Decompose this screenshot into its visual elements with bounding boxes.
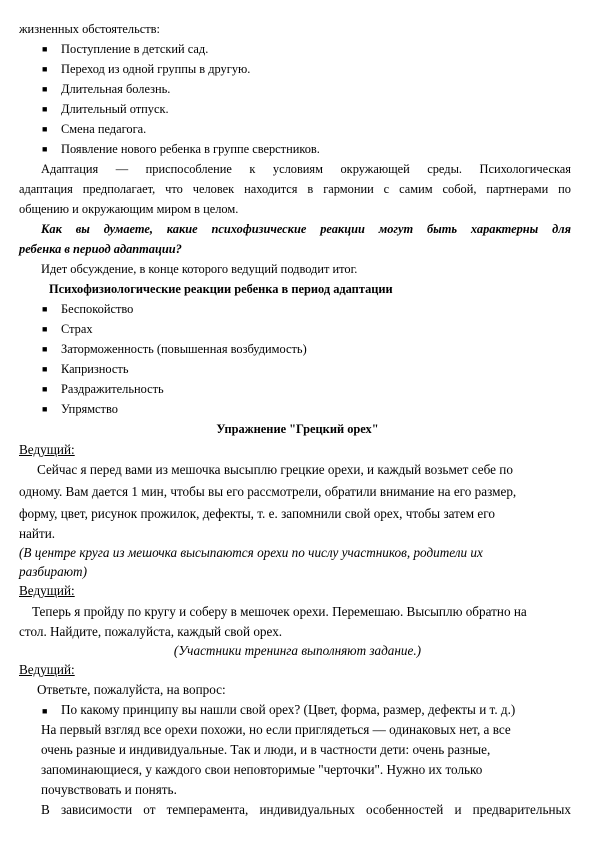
list-item: Длительная болезнь. [61,82,171,96]
stage-note: (В центре круга из мешочка высыпаются орехи по числу участников, родители их [19,545,483,560]
bullet-icon: ■ [42,324,48,334]
list-item: Страх [61,322,93,336]
leader-label: Ведущий: [19,662,75,677]
bullet-icon: ■ [42,84,48,94]
paragraph-line: Ответьте, пожалуйста, на вопрос: [37,682,226,697]
question-line: Как вы думаете, какие психофизические реакции могут быть характерны для [41,222,571,236]
list-item: Беспокойство [61,302,134,316]
discussion-text: Идет обсуждение, в конце которого ведущий подводит итог. [41,262,358,276]
paragraph-line: запоминающиеся, у каждого свои неповторимые "черточки". Нужно их только [41,762,483,777]
paragraph-line: почувствовать и понять. [41,782,177,797]
bullet-icon: ■ [42,104,48,114]
paragraph-line: найти. [19,526,56,541]
paragraph-line: Адаптация — приспособление к условиям окружающей среды. Психологическая [41,162,571,176]
paragraph-line: Теперь я пройду по кругу и соберу в мешочек орехи. Перемешаю. Высыплю обратно на [32,604,527,619]
bullet-icon: ■ [42,124,48,134]
bullet-icon: ■ [42,384,48,394]
question-line: ребенка в период адаптации? [19,242,182,256]
paragraph-line: одному. Вам дается 1 мин, чтобы вы его рассмотрели, обратили внимание на его размер, [19,484,517,499]
list-item: Раздражительность [61,382,164,396]
paragraph-line: форму, цвет, рисунок прожилок, дефекты, т. е. запомнили свой орех, чтобы затем его [19,506,495,521]
bullet-icon: ■ [42,44,48,54]
paragraph-line: общению и окружающим миром в целом. [19,202,239,216]
stage-note: (Участники тренинга выполняют задание.) [173,643,422,658]
bullet-icon: ■ [42,64,48,74]
list-item: Заторможенность (повышенная возбудимость) [61,342,307,356]
paragraph-line: На первый взгляд все орехи похожи, но если приглядеться — одинаковых нет, а все [41,722,511,737]
exercise-heading: Упражнение "Грецкий орех" [216,422,379,436]
bullet-icon: ■ [42,364,48,374]
list-item: Капризность [61,362,129,376]
reactions-heading: Психофизиологические реакции ребенка в период адаптации [49,282,393,296]
list-item: По какому принципу вы нашли свой орех? (Цвет, форма, размер, дефекты и т. д.) [61,702,516,717]
paragraph-line: Сейчас я перед вами из мешочка высыплю грецкие орехи, и каждый возьмет себе по [37,462,513,477]
bullet-icon: ■ [42,144,48,154]
list-item: Появление нового ребенка в группе сверстников. [61,142,320,156]
list-item: Смена педагога. [61,122,147,136]
paragraph-line: очень разные и индивидуальные. Так и люди, и в частности дети: очень разные, [41,742,491,757]
bullet-icon: ■ [42,706,48,716]
paragraph-line: В зависимости от темперамента, индивидуальных особенностей и предварительных [41,802,571,817]
list-item: Длительный отпуск. [61,102,169,116]
bullet-icon: ■ [42,404,48,414]
stage-note: разбирают) [19,564,87,579]
bullet-icon: ■ [42,304,48,314]
bullet-icon: ■ [42,344,48,354]
intro-line: жизненных обстоятельств: [19,22,160,36]
paragraph-line: адаптация предполагает, что человек находится в гармонии с самим собой, партнерами по [19,182,571,196]
leader-label: Ведущий: [19,583,75,598]
leader-label: Ведущий: [19,442,75,457]
list-item: Упрямство [61,402,118,416]
paragraph-line: стол. Найдите, пожалуйста, каждый свой орех. [19,624,283,639]
list-item: Переход из одной группы в другую. [61,62,251,76]
list-item: Поступление в детский сад. [61,42,209,56]
